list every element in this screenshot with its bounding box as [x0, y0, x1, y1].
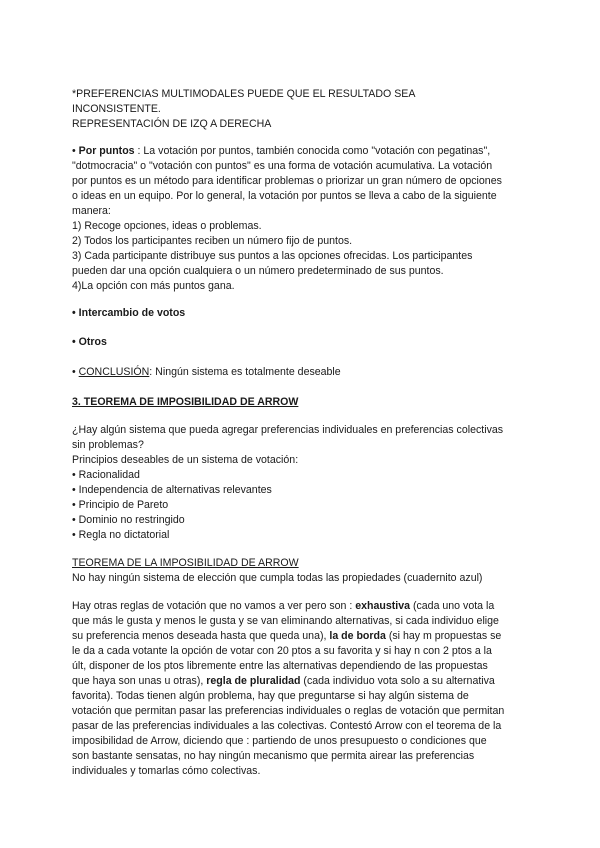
- paragraph-line: pasar de las preferencias individuales a las colectivas. Contestó Arrow con el teorema de la: [72, 720, 502, 732]
- intercambio-bullet: • Intercambio de votos: [72, 307, 186, 319]
- final-paragraph: [72, 599, 532, 779]
- paragraph-line: [72, 629, 532, 644]
- text-run: que haya son unas u otras),: [72, 675, 207, 687]
- list-item: pueden dar una opción cualquiera o un número predeterminado de sus puntos.: [72, 265, 444, 277]
- paragraph-line: son bastante sensatas, no hay ningún mecanismo que permita airear las preferencias: [72, 750, 475, 762]
- list-item: 1) Recoge opciones, ideas o problemas.: [72, 220, 262, 232]
- question-line: ¿Hay algún sistema que pueda agregar preferencias individuales en preferencias colectivas: [72, 424, 504, 436]
- otros-bullet: • Otros: [72, 336, 107, 348]
- text-run: Hay otras reglas de votación que no vamos a ver pero son :: [72, 600, 356, 612]
- term-borda: la de borda: [329, 630, 386, 642]
- conclusion-line: [72, 365, 532, 380]
- header-block: [72, 87, 532, 132]
- por-puntos-heading: Por puntos: [78, 145, 135, 157]
- bullet: •: [72, 145, 79, 157]
- por-puntos-block: [72, 144, 532, 294]
- paragraph-text: : La votación por puntos, también conocida como "votación con pegatinas",: [137, 145, 491, 157]
- text-run: su preferencia menos deseada hasta que queda una),: [72, 630, 330, 642]
- paragraph-line: que más le gusta y menos le gusta y se van eliminando alternativas, si cada individuo elige: [72, 615, 499, 627]
- conclusion-label: CONCLUSIÓN: [78, 366, 150, 378]
- question-line: sin problemas?: [72, 439, 144, 451]
- text-run: (cada individuo vota solo a su alternativa: [300, 675, 495, 687]
- paragraph-line: "dotmocracia" o "votación con puntos" es una forma de votación acumulativa. La votación: [72, 160, 493, 172]
- header-line: INCONSISTENTE.: [72, 103, 161, 115]
- paragraph-line: por puntos es un método para identificar problemas o priorizar un gran número de opciones: [72, 175, 502, 187]
- paragraph-line: [72, 674, 532, 689]
- principle-item: • Racionalidad: [72, 469, 140, 481]
- teorema-text: No hay ningún sistema de elección que cumpla todas las propiedades (cuadernito azul): [72, 572, 483, 584]
- question-line: Principios deseables de un sistema de votación:: [72, 454, 299, 466]
- paragraph-line: últ, disponer de los ptos libremente entre las alternativas dependiendo de las propuestas: [72, 660, 488, 672]
- text-run: (cada uno vota la: [410, 600, 495, 612]
- paragraph-line: imposibilidad de Arrow, diciendo que : partiendo de unos presupuesto o condiciones que: [72, 735, 487, 747]
- conclusion-text: : Ningún sistema es totalmente deseable: [149, 366, 341, 378]
- paragraph-line: individuales y tomarlas cómo colectivas.: [72, 765, 261, 777]
- section-title: 3. TEOREMA DE IMPOSIBILIDAD DE ARROW: [72, 396, 299, 408]
- list-item: 3) Cada participante distribuye sus puntos a las opciones ofrecidas. Los participantes: [72, 250, 473, 262]
- principle-item: • Independencia de alternativas relevantes: [72, 484, 272, 496]
- por-puntos-first-line: [72, 144, 532, 159]
- paragraph-line: votación que permitan pasar las preferencias individuales o reglas de votación que permitan: [72, 705, 505, 717]
- text-run: (si hay m propuestas se: [385, 630, 502, 642]
- teorema-title: TEOREMA DE LA IMPOSIBILIDAD DE ARROW: [72, 557, 299, 569]
- term-pluralidad: regla de pluralidad: [206, 675, 301, 687]
- header-line: REPRESENTACIÓN DE IZQ A DERECHA: [72, 118, 272, 130]
- list-item: 2) Todos los participantes reciben un número fijo de puntos.: [72, 235, 353, 247]
- term-exhaustiva: exhaustiva: [355, 600, 411, 612]
- principle-item: • Principio de Pareto: [72, 499, 169, 511]
- paragraph-line: o ideas en un equipo. Por lo general, la votación por puntos se lleva a cabo de la siguiente: [72, 190, 497, 202]
- principle-item: • Regla no dictatorial: [72, 529, 170, 541]
- paragraph-line: le da a cada votante la opción de votar con 20 ptos a su favorita y si hay n con 2 ptos a la: [72, 645, 492, 657]
- list-item: 4)La opción con más puntos gana.: [72, 280, 235, 292]
- paragraph-line: [72, 599, 532, 614]
- header-line: *PREFERENCIAS MULTIMODALES PUEDE QUE EL RESULTADO SEA: [72, 88, 416, 100]
- paragraph-line: favorita). Todas tienen algún problema, hay que preguntarse si hay algún sistema de: [72, 690, 469, 702]
- question-block: [72, 423, 532, 543]
- paragraph-line: manera:: [72, 205, 111, 217]
- teorema-block: [72, 556, 532, 586]
- bullet: •: [72, 366, 79, 378]
- principle-item: • Dominio no restringido: [72, 514, 185, 526]
